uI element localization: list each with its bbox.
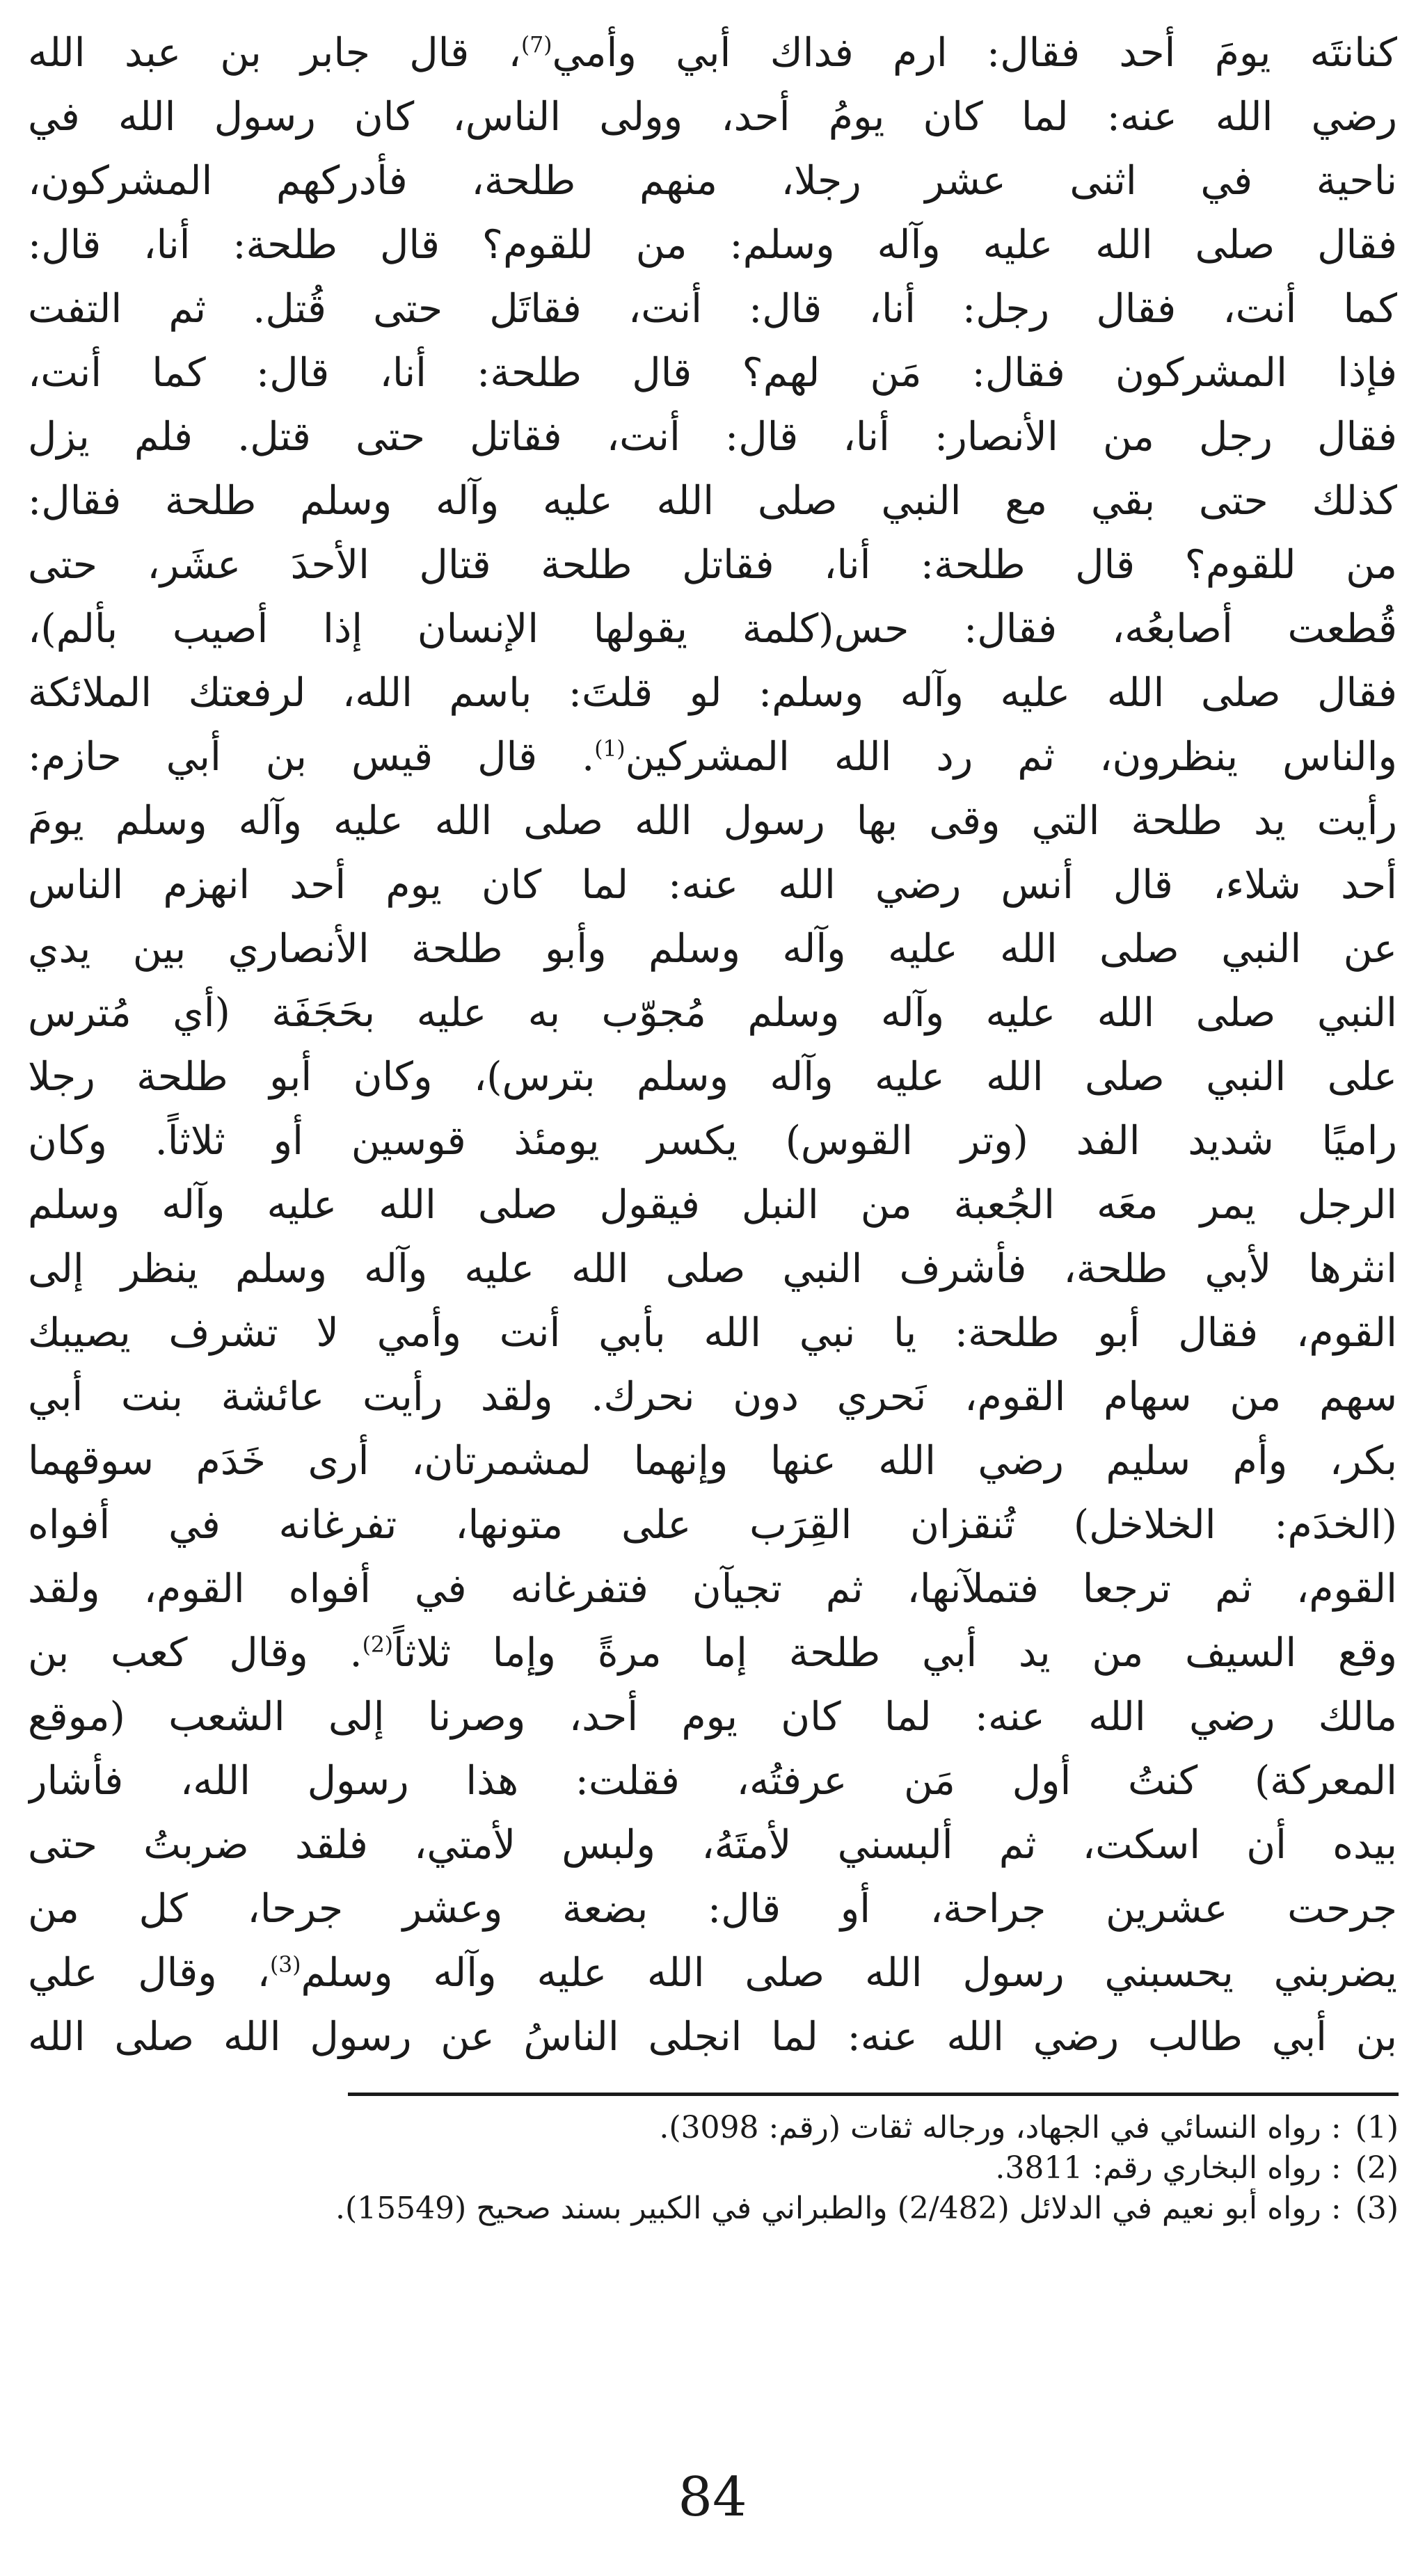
text-segment: انثرها لأبي طلحة، فأشرف النبي صلى الله عليه وآله وسلم ينظر إلى <box>28 1246 1397 1292</box>
text-segment: بن أبي طالب رضي الله عنه: لما انجلى الناسُ عن رسول الله صلى الله <box>28 2014 1397 2059</box>
text-segment: عن النبي صلى الله عليه وآله وسلم وأبو طلحة الأنصاري بين يدي <box>28 926 1397 972</box>
text-line <box>28 1237 1397 1301</box>
text-segment: ناحية في اثنى عشر رجلا، منهم طلحة، فأدركهم المشركون، <box>28 158 1397 204</box>
text-segment: فقال رجل من الأنصار: أنا، قال: أنت، فقاتل حتى قتل. فلم يزل <box>28 414 1397 460</box>
text-line <box>28 1877 1397 1941</box>
text-segment: فقال صلى الله عليه وآله وسلم: من للقوم؟ قال طلحة: أنا، قال: <box>28 222 1397 268</box>
text-line <box>28 1429 1397 1493</box>
text-segment: كما أنت، فقال رجل: أنا، قال: أنت، فقاتَل حتى قُتل. ثم التفت <box>28 286 1397 332</box>
text-line <box>28 1301 1397 1365</box>
footnote-reference: (1) <box>594 737 626 762</box>
text-line <box>28 405 1397 469</box>
text-line <box>28 661 1397 725</box>
text-line <box>28 853 1397 917</box>
text-line <box>28 213 1397 277</box>
text-segment: ، وقال علي <box>28 1950 270 1996</box>
text-line <box>28 789 1397 853</box>
text-segment: . قال قيس بن أبي حازم: <box>28 734 595 780</box>
text-line <box>28 1685 1397 1749</box>
text-segment: رضي الله عنه: لما كان يومُ أحد، وولى الناس، كان رسول الله في <box>28 94 1397 140</box>
text-segment: كذلك حتى بقي مع النبي صلى الله عليه وآله وسلم طلحة فقال: <box>28 478 1397 524</box>
text-line <box>28 2005 1397 2059</box>
text-line <box>28 1173 1397 1237</box>
text-segment: (الخدَم: الخلاخل) تُنقزان القِرَب على متونها، تفرغانه في أفواه <box>28 1502 1397 1548</box>
footnote-reference: (7) <box>521 33 552 58</box>
text-line <box>28 1813 1397 1877</box>
text-segment: قُطعت أصابعُه، فقال: حس(كلمة يقولها الإنسان إذا أصيب بألم)، <box>28 606 1397 652</box>
text-line <box>28 725 1397 789</box>
text-segment: راميًا شديد الفد (وتر القوس) يكسر يومئذ قوسين أو ثلاثاً. وكان <box>28 1118 1397 1164</box>
text-line <box>28 1365 1397 1429</box>
text-segment: على النبي صلى الله عليه وآله وسلم بترس)، وكان أبو طلحة رجلا <box>28 1054 1397 1100</box>
text-line <box>28 1557 1397 1621</box>
text-segment: القوم، فقال أبو طلحة: يا نبي الله بأبي أنت وأمي لا تشرف يصيبك <box>28 1310 1397 1356</box>
footnote-item <box>42 2189 1399 2229</box>
text-segment: سهم من سهام القوم، نَحري دون نحرك. ولقد رأيت عائشة بنت أبي <box>28 1374 1397 1420</box>
text-line <box>28 981 1397 1045</box>
footnotes-list <box>42 2108 1399 2229</box>
text-segment: بيده أن اسكت، ثم ألبسني لأمتَهُ، ولبس لأمتي، فلقد ضربتُ حتى <box>28 1822 1397 1868</box>
text-segment: ، قال جابر بن عبد الله <box>28 30 522 76</box>
text-segment: جرحت عشرين جراحة، أو قال: بضعة وعشر جرحا، كل من <box>28 1886 1397 1932</box>
text-segment: أحد شلاء، قال أنس رضي الله عنه: لما كان يوم أحد انهزم الناس <box>28 862 1397 908</box>
text-segment: . وقال كعب بن <box>28 1630 363 1676</box>
text-line <box>28 1621 1397 1685</box>
footnote-text: : رواه النسائي في الجهاد، ورجاله ثقات (رقم: 3098). <box>659 2110 1342 2145</box>
footnote-text: : رواه أبو نعيم في الدلائل (2/482) والطبراني في الكبير بسند صحيح (15549). <box>335 2191 1342 2226</box>
text-segment: مالك رضي الله عنه: لما كان يوم أحد، وصرنا إلى الشعب (موقع <box>28 1694 1397 1740</box>
text-segment: الرجل يمر معَه الجُعبة من النبل فيقول صلى الله عليه وآله وسلم <box>28 1182 1397 1228</box>
main-text-body <box>28 21 1397 2059</box>
footnote-number: (3) <box>1355 2191 1399 2226</box>
text-segment: فإذا المشركون فقال: مَن لهم؟ قال طلحة: أنا، قال: كما أنت، <box>28 350 1397 396</box>
text-line <box>28 597 1397 661</box>
text-segment: والناس ينظرون، ثم رد الله المشركين <box>625 734 1397 780</box>
text-line <box>28 533 1397 597</box>
footnote-number: (1) <box>1355 2110 1399 2145</box>
text-line <box>28 1749 1397 1813</box>
text-line <box>28 149 1397 213</box>
text-segment: وقع السيف من يد أبي طلحة إما مرةً وإما ثلاثاً <box>393 1630 1397 1676</box>
footnote-number: (2) <box>1355 2150 1399 2186</box>
text-segment: النبي صلى الله عليه وآله وسلم مُجوّب به عليه بحَجَفَة (أي مُترس <box>28 990 1397 1036</box>
footnote-reference: (3) <box>270 1953 301 1978</box>
text-line <box>28 341 1397 405</box>
page-number: 84 <box>678 2466 747 2529</box>
text-segment: يضربني يحسبني رسول الله صلى الله عليه وآله وسلم <box>301 1950 1397 1996</box>
text-segment: من للقوم؟ قال طلحة: أنا، فقاتل طلحة قتال الأحدَ عشَر، حتى <box>28 542 1397 588</box>
text-segment: رأيت يد طلحة التي وقى بها رسول الله صلى الله عليه وآله وسلم يومَ <box>28 798 1397 844</box>
text-line <box>28 469 1397 533</box>
footnote-item <box>42 2108 1399 2148</box>
text-line <box>28 1045 1397 1109</box>
text-segment: كنانتَه يومَ أحد فقال: ارم فداك أبي وأمي <box>552 30 1397 76</box>
footnote-reference: (2) <box>362 1633 394 1658</box>
text-line <box>28 85 1397 149</box>
text-segment: القوم، ثم ترجعا فتملآنها، ثم تجيآن فتفرغانه في أفواه القوم، ولقد <box>28 1566 1397 1612</box>
text-line <box>28 917 1397 981</box>
footnote-text: : رواه البخاري رقم: 3811. <box>995 2150 1342 2186</box>
footnote-item <box>42 2148 1399 2189</box>
text-line <box>28 277 1397 341</box>
text-segment: المعركة) كنتُ أول مَن عرفتُه، فقلت: هذا رسول الله، فأشار <box>28 1758 1397 1804</box>
text-line <box>28 1493 1397 1557</box>
footnote-separator <box>348 2093 1399 2096</box>
text-line <box>28 21 1397 85</box>
text-line <box>28 1941 1397 2005</box>
text-segment: بكر، وأم سليم رضي الله عنها وإنهما لمشمرتان، أرى خَدَم سوقهما <box>28 1438 1397 1484</box>
text-segment: فقال صلى الله عليه وآله وسلم: لو قلتَ: باسم الله، لرفعتك الملائكة <box>28 670 1397 716</box>
text-line <box>28 1109 1397 1173</box>
